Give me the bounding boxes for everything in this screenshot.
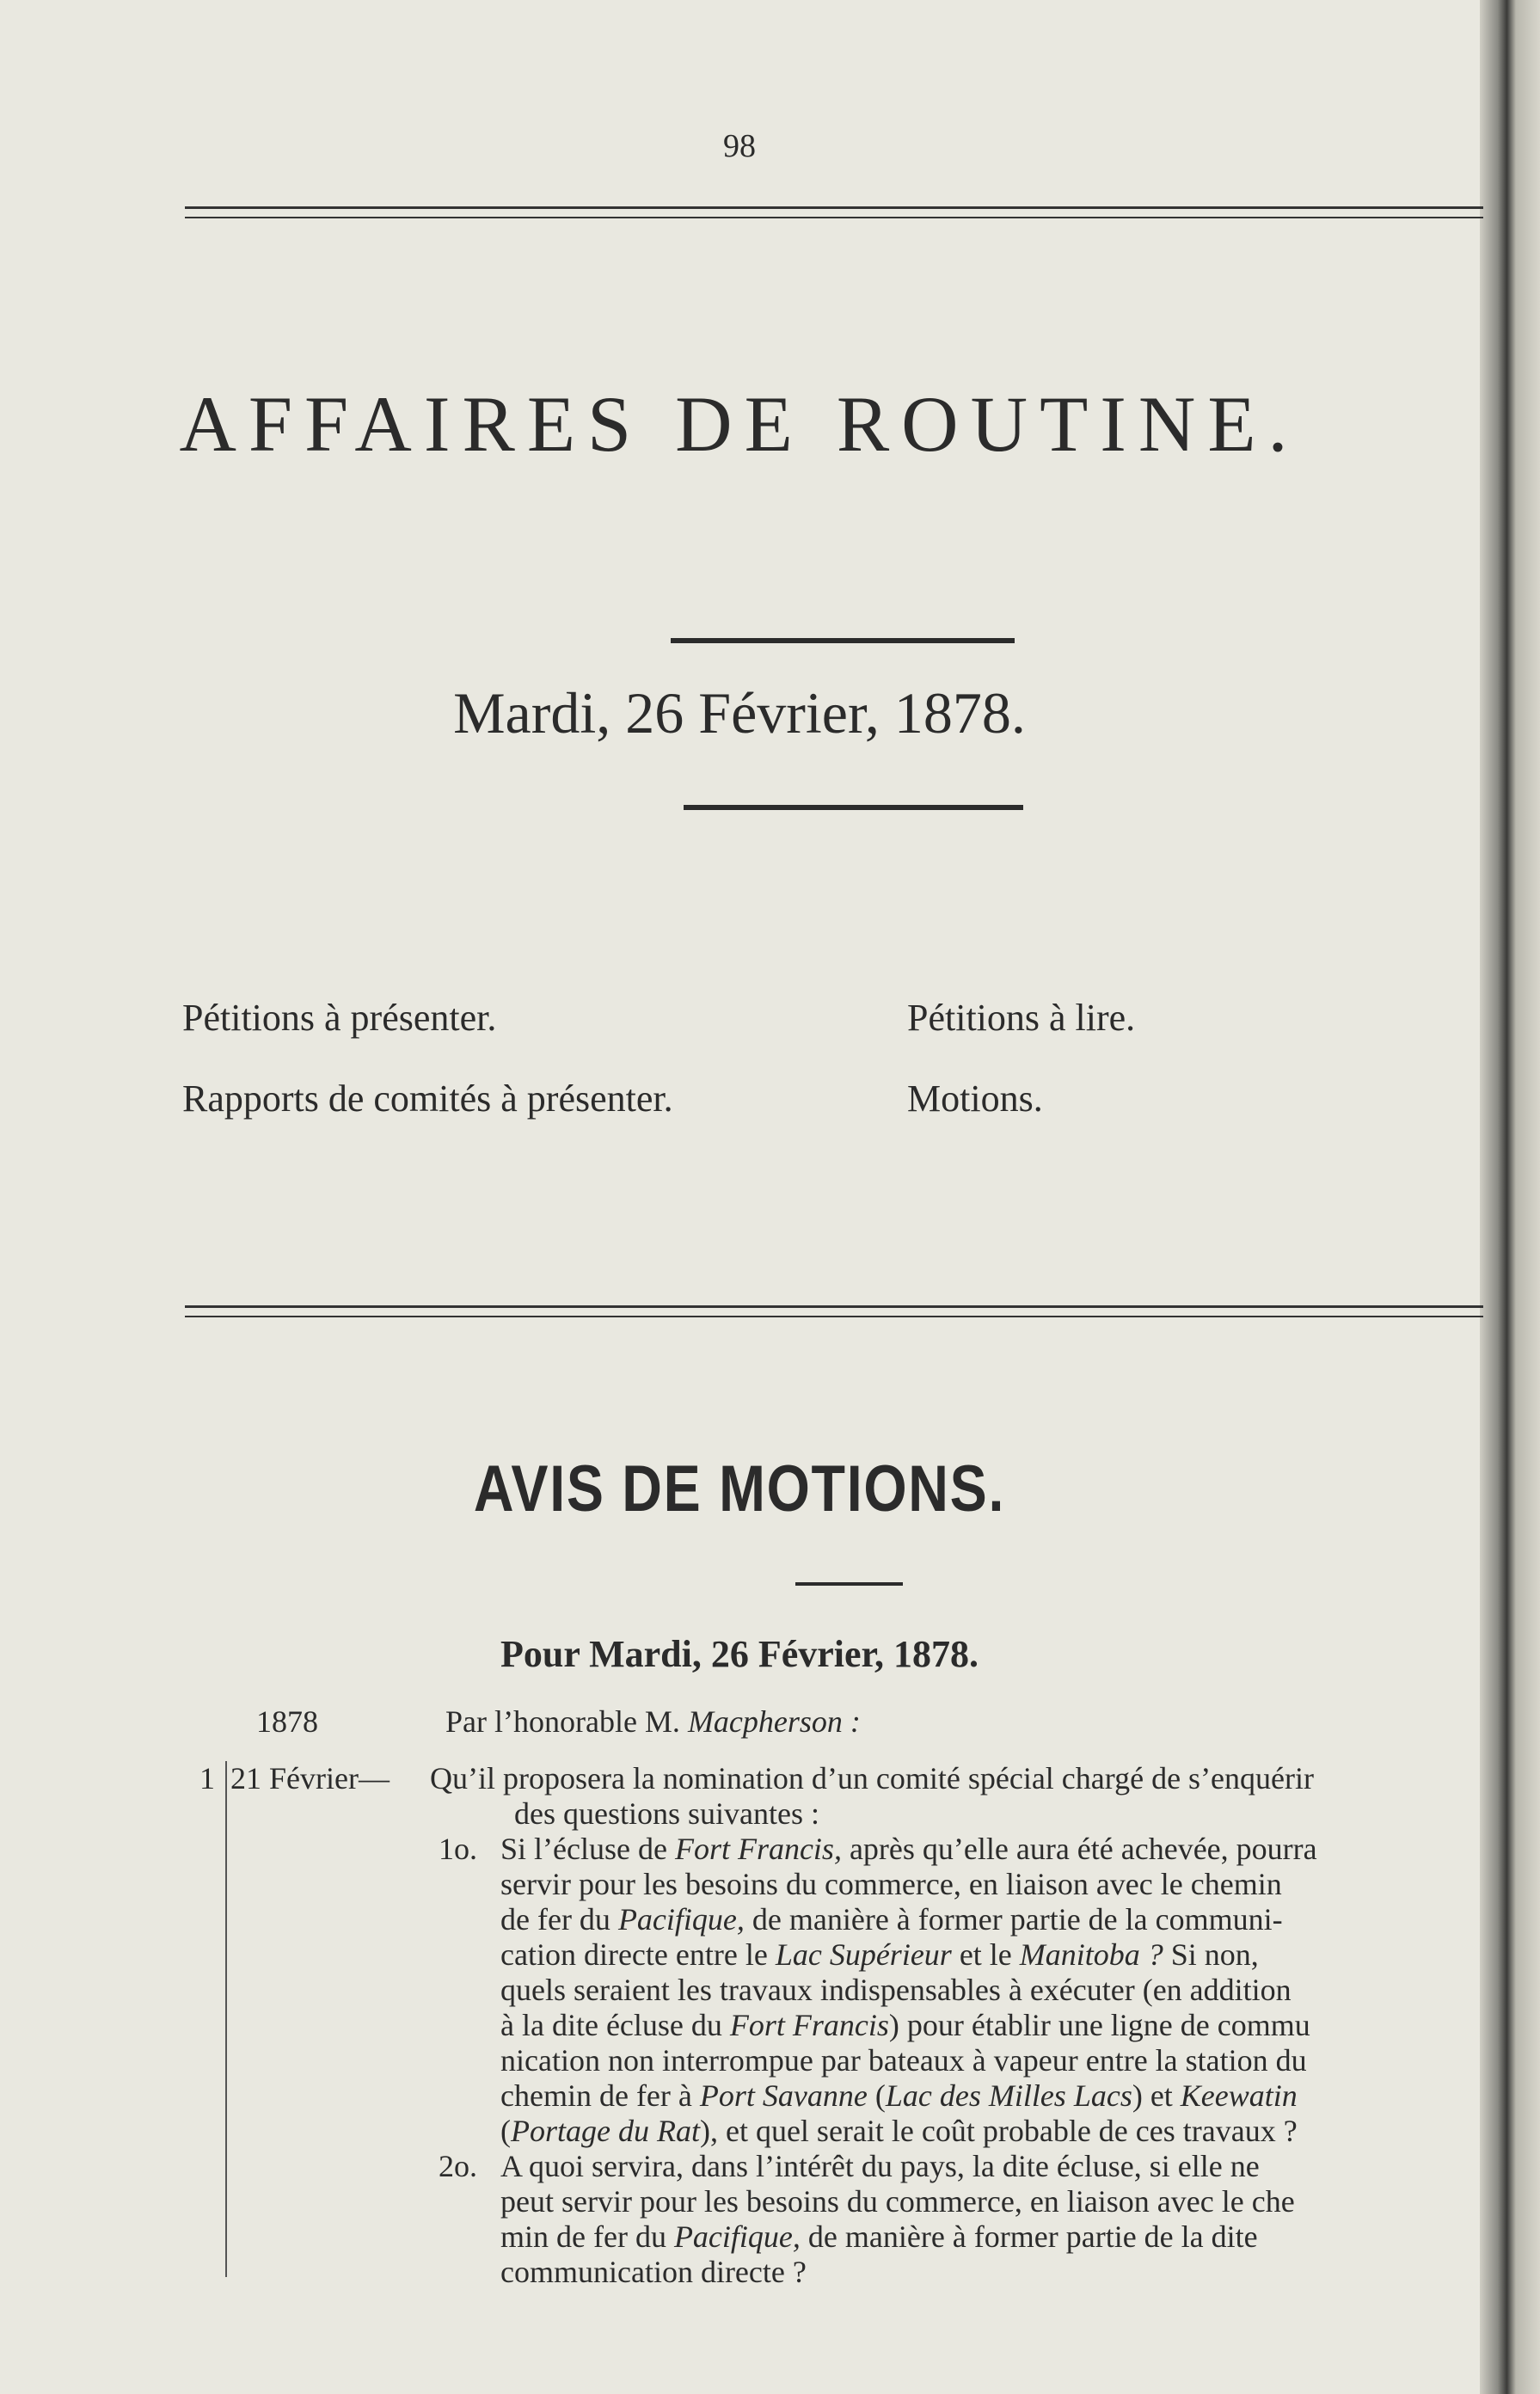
routine-item-petitions-lire: Pétitions à lire. — [907, 997, 1136, 1039]
text-segment: Si non, — [1163, 1937, 1259, 1972]
italic-segment: Manitoba ? — [1019, 1937, 1163, 1972]
text-line — [500, 2114, 1317, 2149]
text-line — [500, 2008, 1317, 2043]
text-line — [500, 2255, 1295, 2290]
text-segment: ( — [500, 2114, 511, 2148]
routine-item-motions: Motions. — [907, 1077, 1043, 1120]
section-double-rule — [185, 1305, 1483, 1317]
text-line — [500, 2043, 1317, 2078]
rule-above-date — [671, 638, 1015, 643]
text-line — [500, 1937, 1317, 1973]
question-2-label: 2o. — [439, 2149, 477, 2183]
italic-segment: Portage du Rat — [511, 2114, 700, 2148]
page-number: 98 — [723, 128, 756, 164]
text-line — [500, 2219, 1295, 2255]
pour-date-heading: Pour Mardi, 26 Février, 1878. — [500, 1633, 979, 1675]
italic-segment: Lac des Milles Lacs — [885, 2078, 1132, 2113]
question-2-text — [500, 2149, 1295, 2290]
rule-below-avis — [795, 1582, 903, 1586]
mover-name: Macpherson : — [687, 1704, 861, 1739]
text-segment: min de fer du — [500, 2219, 674, 2254]
text-segment: ) et — [1132, 2078, 1181, 2113]
italic-segment: Keewatin — [1180, 2078, 1298, 2113]
header-double-rule — [185, 206, 1483, 218]
margin-vertical-line — [225, 1761, 227, 2277]
text-segment: et le — [951, 1937, 1020, 1972]
italic-segment: Pacifique, — [617, 1902, 745, 1937]
motion-date: 21 Février— — [230, 1761, 390, 1796]
avis-de-motions-title: AVIS DE MOTIONS. — [473, 1452, 1006, 1525]
motion-year: 1878 — [256, 1704, 318, 1739]
routine-item-petitions-presenter: Pétitions à présenter. — [182, 997, 497, 1039]
italic-segment: Pacifique, — [673, 2219, 801, 2254]
text-line — [500, 2149, 1295, 2184]
text-segment: ) pour établir une ligne de commu — [888, 2008, 1310, 2042]
motion-intro-line: Qu’il proposera la nomination d’un comité spécial chargé de s’enquérir — [430, 1761, 1314, 1796]
motion-intro-line: des questions suivantes : — [514, 1796, 819, 1831]
routine-title: AFFAIRES DE ROUTINE. — [179, 380, 1300, 468]
question-1-text — [500, 1832, 1317, 2149]
text-segment: de fer du — [500, 1902, 618, 1937]
text-segment: après qu’elle aura été achevée, pourra — [841, 1832, 1317, 1866]
mover-prefix: Par l’honorable M. — [445, 1704, 688, 1739]
text-line — [500, 1867, 1317, 1902]
text-segment: peut servir pour les besoins du commerce, en liaison avec le che — [500, 2184, 1295, 2219]
routine-item-rapports: Rapports de comités à présenter. — [182, 1077, 673, 1120]
text-segment: de manière à former partie de la dite — [800, 2219, 1258, 2254]
text-line — [500, 2078, 1317, 2114]
text-segment: ( — [867, 2078, 886, 2113]
text-line — [500, 1902, 1317, 1937]
text-segment: A quoi servira, dans l’intérêt du pays, la dite écluse, si elle ne — [500, 2149, 1260, 2183]
italic-segment: Lac Supérieur — [775, 1937, 952, 1972]
text-segment: de manière à former partie de la communi- — [744, 1902, 1283, 1937]
text-segment: Si l’écluse de — [500, 1832, 675, 1866]
text-line — [500, 1973, 1317, 2008]
motion-number: 1 — [199, 1761, 215, 1796]
book-binding-shadow — [1480, 0, 1540, 2394]
text-segment: servir pour les besoins du commerce, en liaison avec le chemin — [500, 1867, 1282, 1901]
italic-segment: Fort Francis — [729, 2008, 889, 2042]
italic-segment: Port Savanne — [699, 2078, 868, 2113]
text-segment: cation directe entre le — [500, 1937, 776, 1972]
motion-mover — [445, 1704, 861, 1740]
question-1-label: 1o. — [439, 1832, 477, 1866]
text-segment: quels seraient les travaux indispensables à exécuter (en addition — [500, 1973, 1292, 2007]
italic-segment: Fort Francis, — [674, 1832, 842, 1866]
text-segment: ), et quel serait le coût probable de ces travaux ? — [699, 2114, 1298, 2148]
text-line — [500, 2184, 1295, 2219]
text-segment: à la dite écluse du — [500, 2008, 730, 2042]
rule-below-date — [684, 805, 1023, 810]
text-segment: chemin de fer à — [500, 2078, 700, 2113]
text-segment: communication directe ? — [500, 2255, 807, 2289]
sitting-date: Mardi, 26 Février, 1878. — [453, 680, 1026, 746]
text-segment: nication non interrompue par bateaux à vapeur entre la station du — [500, 2043, 1307, 2078]
text-line — [500, 1832, 1317, 1867]
